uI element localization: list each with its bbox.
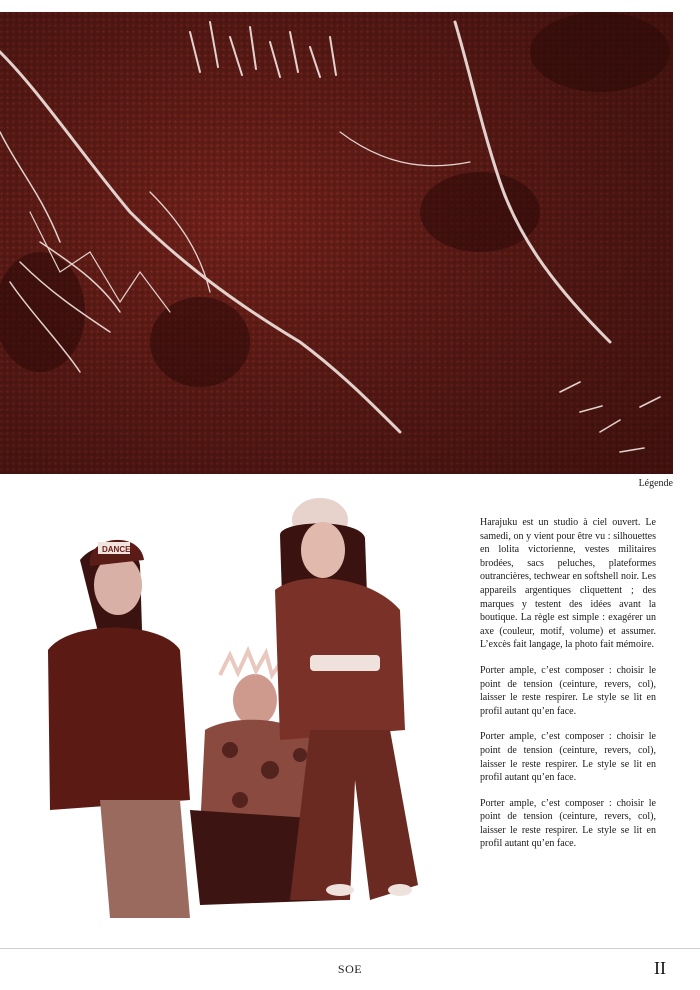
footer-divider (0, 948, 700, 949)
article-paragraph: Porter ample, c’est composer : choisir le point de tension (ceinture, revers, col), laisser le reste respirer. Le style se lit en profil autant qu’en face. (480, 664, 656, 717)
article-paragraph: Porter ample, c’est composer : choisir le point de tension (ceinture, revers, col), laisser le reste respirer. Le style se lit en profil autant qu’en face. (480, 731, 656, 784)
article-body (480, 516, 656, 863)
page-number: II (654, 958, 666, 978)
footer-title: SOE (337, 962, 363, 976)
cap-text: DANCER (102, 545, 137, 554)
article-paragraph: Porter ample, c’est composer : choisir le point de tension (ceinture, revers, col), laisser le reste respirer. Le style se lit en profil autant qu’en face. (480, 797, 656, 850)
article-paragraph: Harajuku est un studio à ciel ouvert. Le samedi, on y vient pour être vu : silhouettes en lolita victorienne, vestes militaires brodées, sacs peluches, plateformes outrancières, techwear en softshell noir. Les appareils argentiques cliquettent ; des marques y testent des idées avant la boutique. La règle est simple : exagérer un axe (couleur, motif, volume) et assumer. L’excès fait langage, la photo fait mémoire. (480, 517, 656, 651)
hero-image (0, 12, 673, 474)
image-caption: Légende (638, 478, 673, 489)
group-photo (40, 480, 422, 918)
